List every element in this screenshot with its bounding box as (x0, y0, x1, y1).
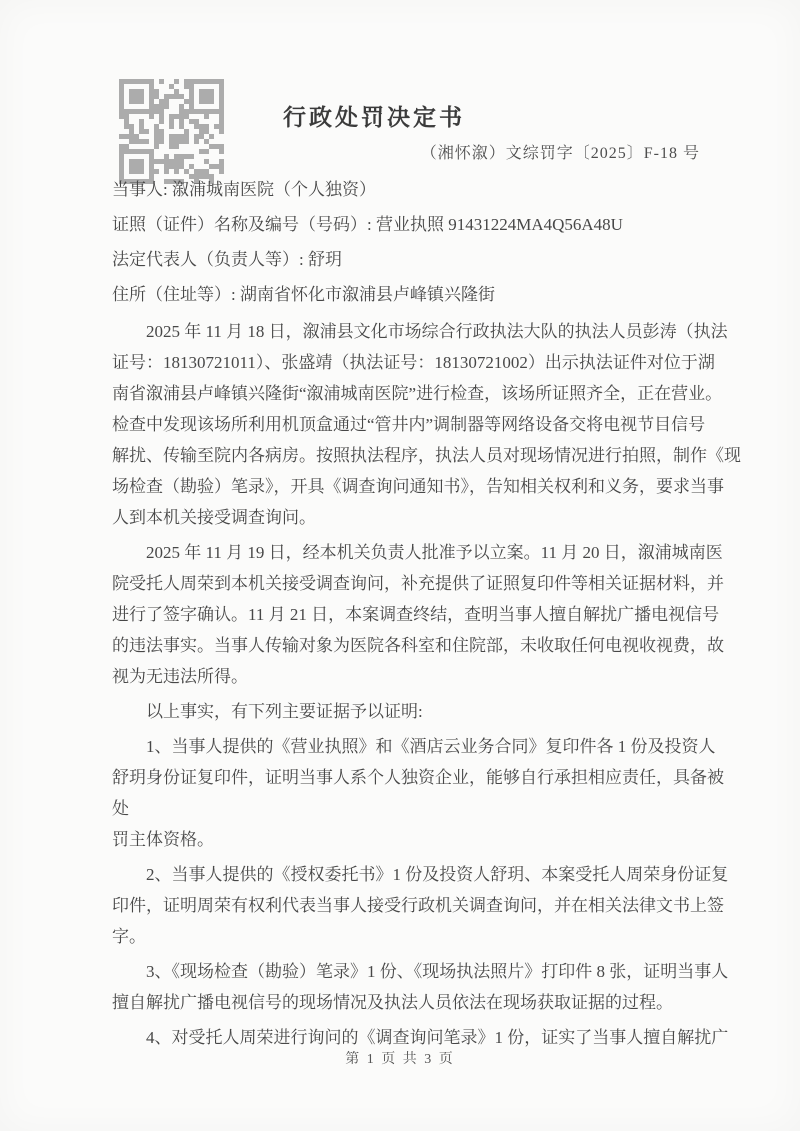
text-line: 证号：18130721011）、张盛靖（执法证号：18130721002）出示执法证件对位于湖 (112, 353, 715, 372)
text-line: 4、对受托人周荣进行询问的《调查询问笔录》1 份，证实了当事人擅自解扰广 (146, 1028, 729, 1047)
paragraph (112, 316, 741, 533)
text-line: 1、当事人提供的《营业执照》和《酒店云业务合同》复印件各 1 份及投资人 (146, 737, 716, 756)
text-line: 解扰、传输至院内各病房。按照执法程序，执法人员对现场情况进行拍照，制作《现 (112, 446, 741, 465)
text-line: 擅自解扰广播电视信号的现场情况及执法人员依法在现场获取证据的过程。 (112, 993, 673, 1012)
text-line: 3、《现场检查（勘验）笔录》1 份、《现场执法照片》打印件 8 张，证明当事人 (146, 962, 729, 981)
text-line: 处 (112, 799, 129, 818)
party-info-line: 法定代表人（负责人等）: 舒玥 (112, 250, 342, 269)
text-line: 检查中发现该场所利用机顶盒通过“管井内”调制器等网络设备交将电视节目信号 (112, 415, 706, 434)
text-line: 2025 年 11 月 18 日，溆浦县文化市场综合行政执法大队的执法人员彭涛（执法 (146, 322, 728, 341)
text-line: 舒玥身份证复印件，证明当事人系个人独资企业，能够自行承担相应责任，具备被 (112, 768, 724, 787)
paragraph (112, 1022, 729, 1053)
document-content (112, 0, 741, 1053)
text-line: 罚主体资格。 (112, 830, 214, 849)
text-line: 2025 年 11 月 19 日，经本机关负责人批准予以立案。11 月 20 日，溆浦城南医 (146, 543, 723, 562)
text-line: 场检查（勘验）笔录》，开具《调查询问通知书》，告知相关权利和义务，要求当事 (112, 477, 724, 496)
document-number: （湘怀溆）文综罚字〔2025〕F-18 号 (420, 145, 700, 162)
paragraph (112, 859, 729, 952)
text-line: 南省溆浦县卢峰镇兴隆街“溆浦城南医院”进行检查，该场所证照齐全，正在营业。 (112, 384, 723, 403)
party-info-line: 证照（证件）名称及编号（号码）: 营业执照 91431224MA4Q56A48U (112, 215, 623, 234)
text-line: 的违法事实。当事人传输对象为医院各科室和住院部，未收取任何电视收视费，故 (112, 636, 724, 655)
party-info-line: 住所（住址等）: 湖南省怀化市溆浦县卢峰镇兴隆街 (112, 285, 495, 304)
text-line: 字。 (112, 927, 146, 946)
text-line: 2、当事人提供的《授权委托书》1 份及投资人舒玥、本案受托人周荣身份证复 (146, 865, 729, 884)
document-title: 行政处罚决定书 (283, 105, 465, 130)
party-info-line: 当事人: 溆浦城南医院（个人独资） (112, 180, 376, 199)
text-line: 以上事实，有下列主要证据予以证明: (146, 702, 423, 721)
paragraph (112, 537, 724, 692)
text-line: 进行了签字确认。11 月 21 日，本案调查终结，查明当事人擅自解扰广播电视信号 (112, 605, 720, 624)
text-line: 视为无违法所得。 (112, 667, 248, 686)
paragraph (112, 956, 729, 1018)
page-indicator: 第 1 页 共 3 页 (345, 1052, 455, 1067)
text-line: 人到本机关接受调查询问。 (112, 508, 316, 527)
document-body (112, 316, 741, 1053)
party-info (112, 172, 700, 312)
text-line: 印件，证明周荣有权利代表当事人接受行政机关调查询问，并在相关法律文书上签 (112, 896, 724, 915)
paragraph (112, 731, 724, 855)
paragraph (112, 696, 700, 727)
text-line: 院受托人周荣到本机关接受调查询问，补充提供了证照复印件等相关证据材料，并 (112, 574, 724, 593)
